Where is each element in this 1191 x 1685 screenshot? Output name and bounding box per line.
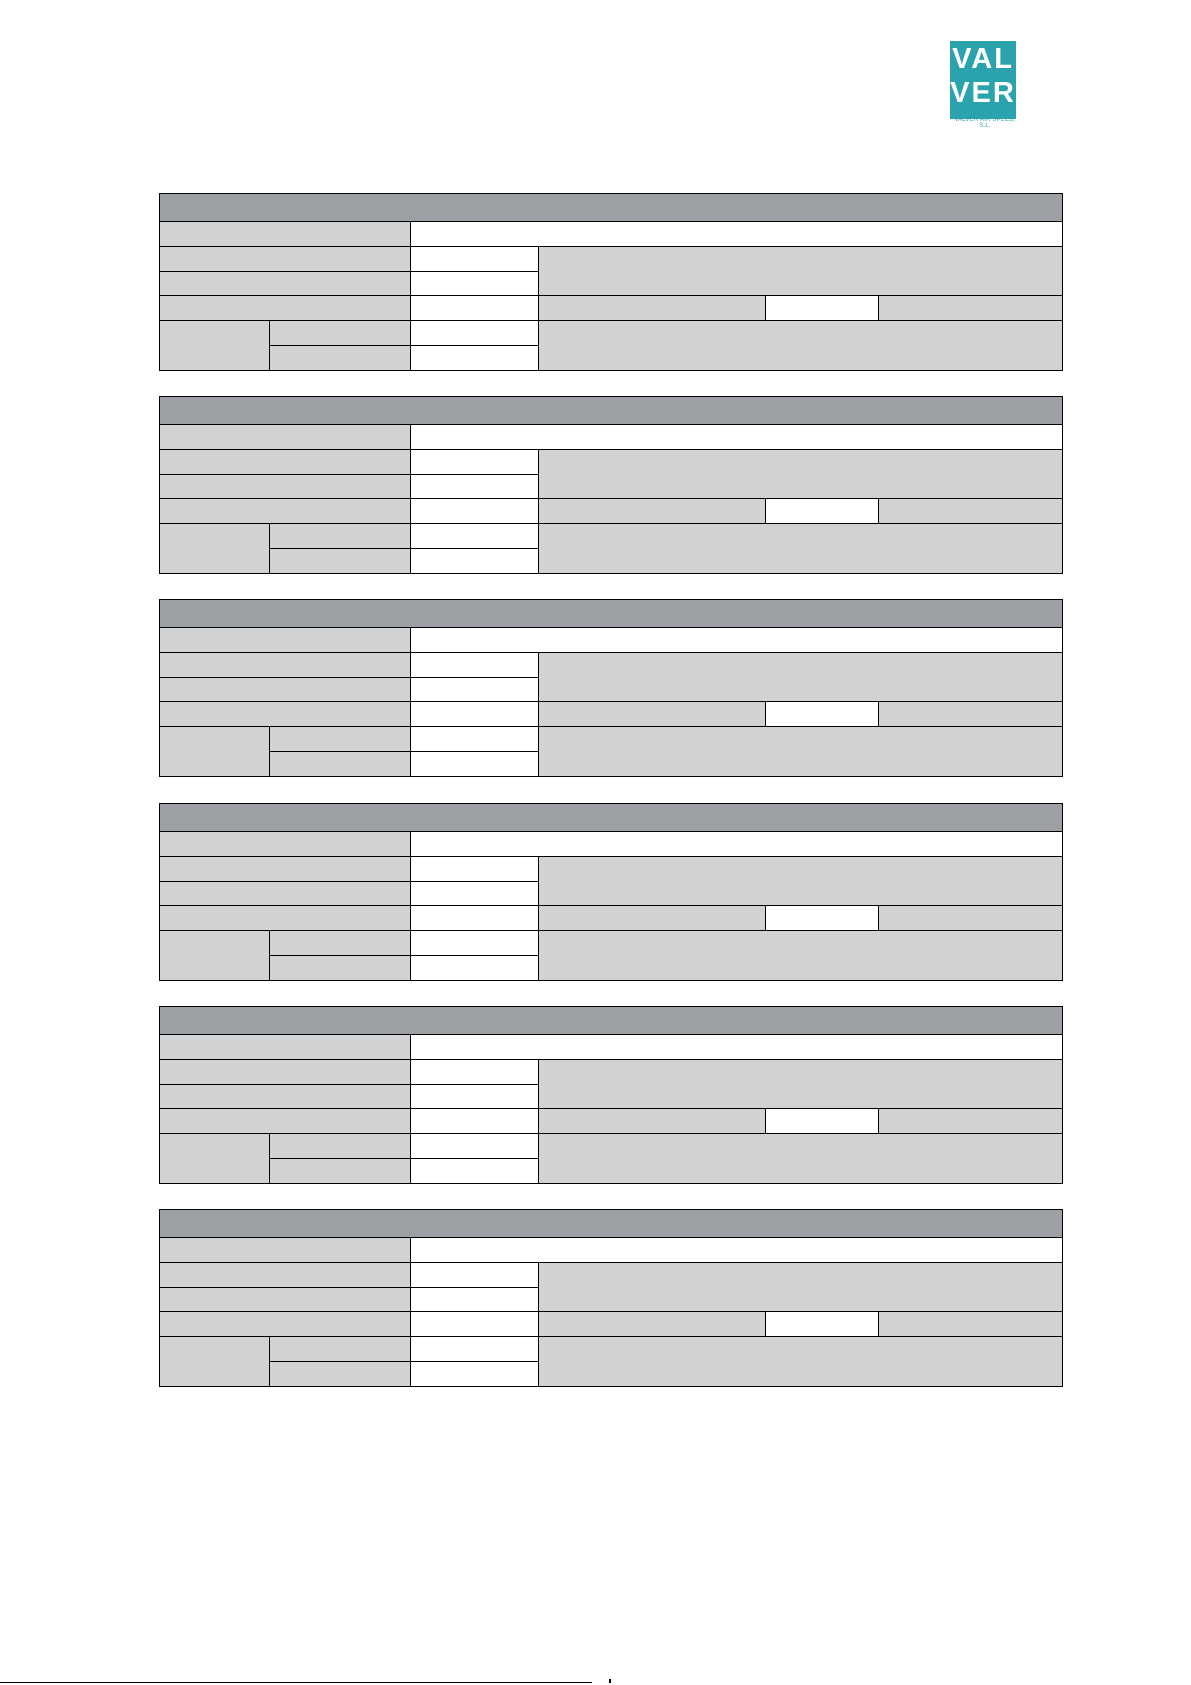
value-field[interactable]	[411, 727, 539, 752]
label-cell	[160, 1134, 270, 1184]
label-cell	[539, 449, 1063, 499]
value-field[interactable]	[411, 652, 539, 677]
value-field[interactable]	[411, 499, 539, 524]
label-cell	[160, 271, 411, 296]
value-field[interactable]	[411, 856, 539, 881]
label-cell	[879, 499, 1063, 524]
value-field[interactable]	[766, 702, 879, 727]
label-cell	[539, 906, 766, 931]
label-cell	[539, 1059, 1063, 1109]
block-header	[160, 804, 1063, 832]
value-field[interactable]	[411, 474, 539, 499]
form-block	[159, 599, 1062, 777]
label-cell	[539, 321, 1063, 371]
form-table	[159, 1209, 1063, 1387]
label-cell	[160, 1312, 411, 1337]
value-field[interactable]	[411, 1337, 539, 1362]
value-field[interactable]	[411, 524, 539, 549]
label-cell	[539, 856, 1063, 906]
label-cell	[539, 1262, 1063, 1312]
value-field[interactable]	[411, 424, 1063, 449]
value-field[interactable]	[411, 346, 539, 371]
value-field[interactable]	[766, 906, 879, 931]
value-field[interactable]	[411, 1109, 539, 1134]
label-cell	[160, 931, 270, 981]
label-cell	[160, 321, 270, 371]
label-cell	[879, 1312, 1063, 1337]
label-cell	[160, 474, 411, 499]
value-field[interactable]	[411, 221, 1063, 246]
value-field[interactable]	[411, 1159, 539, 1184]
label-cell	[879, 1109, 1063, 1134]
value-field[interactable]	[411, 831, 1063, 856]
label-cell	[160, 424, 411, 449]
value-field[interactable]	[411, 1059, 539, 1084]
label-cell	[160, 906, 411, 931]
value-field[interactable]	[411, 246, 539, 271]
label-cell	[160, 1262, 411, 1287]
label-cell	[160, 831, 411, 856]
label-cell	[160, 727, 270, 777]
footnote-mark	[609, 1679, 611, 1683]
label-cell	[160, 246, 411, 271]
label-cell	[160, 677, 411, 702]
value-field[interactable]	[411, 752, 539, 777]
form-table	[159, 1006, 1063, 1184]
label-cell	[160, 524, 270, 574]
logo-line-2: VER	[950, 77, 1016, 109]
label-cell	[160, 881, 411, 906]
block-header	[160, 194, 1063, 222]
value-field[interactable]	[411, 1237, 1063, 1262]
label-cell	[160, 1237, 411, 1262]
label-cell	[160, 449, 411, 474]
label-cell	[270, 956, 411, 981]
label-cell	[539, 296, 766, 321]
form-block	[159, 193, 1062, 371]
label-cell	[160, 1287, 411, 1312]
label-cell	[539, 652, 1063, 702]
value-field[interactable]	[766, 1109, 879, 1134]
label-cell	[160, 296, 411, 321]
footnote-separator	[0, 1682, 592, 1683]
form-block	[159, 1006, 1062, 1184]
label-cell	[539, 524, 1063, 574]
form-table	[159, 599, 1063, 777]
label-cell	[539, 727, 1063, 777]
form-table	[159, 396, 1063, 574]
label-cell	[539, 499, 766, 524]
value-field[interactable]	[411, 1034, 1063, 1059]
value-field[interactable]	[411, 1287, 539, 1312]
value-field[interactable]	[411, 702, 539, 727]
value-field[interactable]	[411, 449, 539, 474]
logo-caption: VALVER AIR SPEED, S.L.	[954, 117, 1016, 129]
value-field[interactable]	[411, 271, 539, 296]
value-field[interactable]	[411, 956, 539, 981]
label-cell	[270, 1337, 411, 1362]
value-field[interactable]	[766, 1312, 879, 1337]
block-header	[160, 397, 1063, 425]
label-cell	[160, 499, 411, 524]
label-cell	[539, 1337, 1063, 1387]
value-field[interactable]	[411, 931, 539, 956]
value-field[interactable]	[411, 1312, 539, 1337]
label-cell	[270, 727, 411, 752]
label-cell	[160, 652, 411, 677]
valver-logo	[950, 41, 1016, 119]
label-cell	[879, 296, 1063, 321]
label-cell	[270, 931, 411, 956]
form-block	[159, 1209, 1062, 1387]
label-cell	[160, 702, 411, 727]
label-cell	[270, 321, 411, 346]
value-field[interactable]	[411, 881, 539, 906]
label-cell	[160, 1034, 411, 1059]
form-block	[159, 396, 1062, 574]
block-header	[160, 1210, 1063, 1238]
value-field[interactable]	[411, 906, 539, 931]
label-cell	[160, 1337, 270, 1387]
label-cell	[539, 1312, 766, 1337]
label-cell	[270, 1134, 411, 1159]
label-cell	[270, 549, 411, 574]
label-cell	[160, 1084, 411, 1109]
label-cell	[270, 1159, 411, 1184]
label-cell	[160, 1059, 411, 1084]
label-cell	[270, 524, 411, 549]
value-field[interactable]	[411, 1084, 539, 1109]
label-cell	[270, 1362, 411, 1387]
logo-line-1: VAL	[952, 43, 1014, 75]
value-field[interactable]	[411, 627, 1063, 652]
value-field[interactable]	[411, 677, 539, 702]
form-block	[159, 803, 1062, 981]
label-cell	[539, 931, 1063, 981]
value-field[interactable]	[411, 321, 539, 346]
form-table	[159, 803, 1063, 981]
label-cell	[539, 1134, 1063, 1184]
block-header	[160, 1007, 1063, 1035]
label-cell	[160, 856, 411, 881]
label-cell	[879, 906, 1063, 931]
label-cell	[539, 702, 766, 727]
label-cell	[539, 246, 1063, 296]
label-cell	[539, 1109, 766, 1134]
value-field[interactable]	[411, 1262, 539, 1287]
label-cell	[160, 627, 411, 652]
value-field[interactable]	[411, 549, 539, 574]
value-field[interactable]	[411, 1362, 539, 1387]
value-field[interactable]	[766, 296, 879, 321]
value-field[interactable]	[411, 296, 539, 321]
label-cell	[879, 702, 1063, 727]
label-cell	[160, 1109, 411, 1134]
value-field[interactable]	[766, 499, 879, 524]
label-cell	[270, 752, 411, 777]
block-header	[160, 600, 1063, 628]
label-cell	[270, 346, 411, 371]
form-table	[159, 193, 1063, 371]
value-field[interactable]	[411, 1134, 539, 1159]
label-cell	[160, 221, 411, 246]
